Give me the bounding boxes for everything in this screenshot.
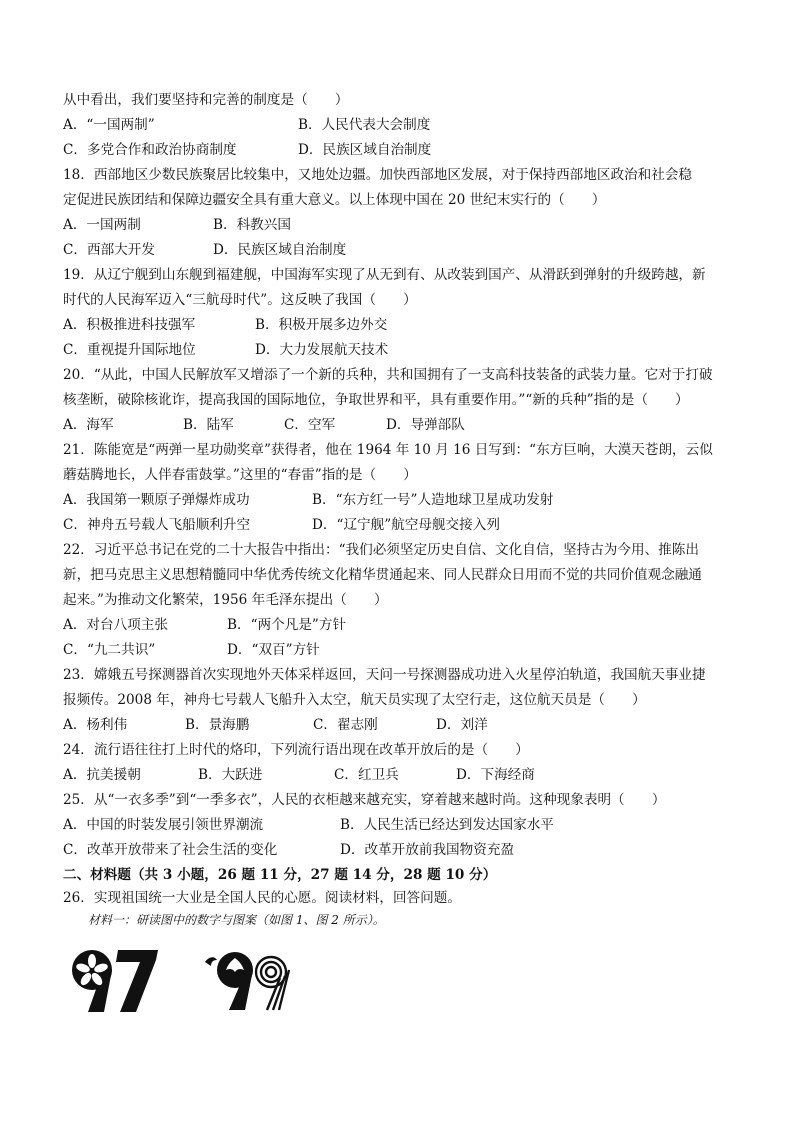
q19-option-d: D．大力发展航天技术 <box>255 342 389 358</box>
q23-line-2: 报频传。2008 年，神舟七号载人飞船升入太空，航天员实现了太空行走，这位航天员是（ ） <box>63 692 646 708</box>
q26-material-1: 材料一：研读图中的数字与图案（如图 1、图 2 所示）。 <box>88 913 385 927</box>
q17-option-a: A．“一国两制” <box>63 117 155 133</box>
q18-option-c: C．西部大开发 <box>63 242 155 258</box>
q20-option-a: A．海军 <box>63 417 114 433</box>
q23-option-c: C．翟志刚 <box>313 717 378 733</box>
q20-line-2: 核垄断，破除核讹诈，提高我国的国际地位，争取世界和平，具有重要作用。”“新的兵种”指的是（ ） <box>63 392 689 408</box>
q17-option-b: B．人民代表大会制度 <box>298 117 431 133</box>
q25-option-c: C．改革开放带来了社会生活的变化 <box>63 842 278 858</box>
q20-option-d: D．导弹部队 <box>386 417 465 433</box>
q19-option-a: A．积极推进科技强军 <box>63 317 196 333</box>
q26-line-1: 26．实现祖国统一大业是全国人民的心愿。阅读材料，回答问题。 <box>63 890 461 906</box>
q20-option-b: B．陆军 <box>183 417 234 433</box>
q24-option-d: D．下海经商 <box>456 767 535 783</box>
q19-line-2: 时代的人民海军迈入“三航母时代”。这反映了我国（ ） <box>63 292 417 308</box>
q22-option-d: D．“双百”方针 <box>227 642 320 658</box>
q22-line-1: 22．习近平总书记在党的二十大报告中指出：“我们必须坚定历史自信、文化自信，坚持古为今用、推陈出 <box>63 542 699 558</box>
q21-option-d: D．“辽宁舰”航空母舰交接入列 <box>312 517 500 533</box>
q22-line-2: 新，把马克思主义思想精髓同中华优秀传统文化精华贯通起来、同人民群众日用而不觉的共同价值观念融通 <box>63 567 702 583</box>
macau-99-logo <box>203 948 293 1014</box>
q24-option-c: C．红卫兵 <box>334 767 399 783</box>
q18-line-1: 18．西部地区少数民族聚居比较集中，又地处边疆。加快西部地区发展，对于保持西部地区政治和社会稳 <box>63 167 693 183</box>
q19-line-1: 19．从辽宁舰到山东舰到福建舰，中国海军实现了从无到有、从改装到国产、从滑跃到弹射的升级跨越，新 <box>63 267 706 283</box>
q25-line-1: 25．从“一衣多季”到“一季多衣”，人民的衣柜越来越充实，穿着越来越时尚。这种现象表明（ ） <box>63 792 666 808</box>
q24-line-1: 24．流行语往往打上时代的烙印，下列流行语出现在改革开放后的是（ ） <box>63 742 529 758</box>
q17-stem: 从中看出，我们要坚持和完善的制度是（ ） <box>63 92 349 108</box>
q24-option-a: A．抗美援朝 <box>63 767 141 783</box>
q18-option-a: A．一国两制 <box>63 217 141 233</box>
q21-line-2: 蘑菇腾地长，人伴春雷鼓掌。”这里的“春雷”指的是（ ） <box>63 467 417 483</box>
q21-option-a: A．我国第一颗原子弹爆炸成功 <box>63 492 250 508</box>
q22-option-c: C．“九二共识” <box>63 642 156 658</box>
q20-option-c: C．空军 <box>284 417 336 433</box>
q22-option-a: A．对台八项主张 <box>63 617 168 633</box>
q21-option-b: B．“东方红一号”人造地球卫星成功发射 <box>312 492 554 508</box>
hong-kong-97-logo <box>70 948 160 1014</box>
q24-option-b: B．大跃进 <box>198 767 263 783</box>
q25-option-d: D．改革开放前我国物资充盈 <box>340 842 515 858</box>
q17-option-d: D．民族区域自治制度 <box>298 142 432 158</box>
q18-option-d: D．民族区域自治制度 <box>213 242 347 258</box>
q18-option-b: B．科教兴国 <box>213 217 291 233</box>
q22-line-3: 起来。”为推动文化繁荣，1956 年毛泽东提出（ ） <box>63 592 388 608</box>
q19-option-b: B．积极开展多边外交 <box>255 317 388 333</box>
q23-option-a: A．杨利伟 <box>63 717 128 733</box>
q25-option-a: A．中国的时装发展引领世界潮流 <box>63 817 264 833</box>
section-heading: 二、材料题（共 3 小题，26 题 11 分，27 题 14 分，28 题 10 分） <box>63 867 497 883</box>
q17-option-c: C．多党合作和政治协商制度 <box>63 142 237 158</box>
q20-line-1: 20．“从此，中国人民解放军又增添了一个新的兵种，共和国拥有了一支高科技装备的武装力量。它对于打破 <box>63 367 713 383</box>
q21-line-1: 21．陈能宽是“两弹一星功勋奖章”获得者，他在 1964 年 10 月 16 日写到：“东方巨响，大漠天苍朗，云似 <box>63 442 713 458</box>
q23-option-d: D．刘洋 <box>436 717 488 733</box>
q23-line-1: 23．嫦娥五号探测器首次实现地外天体采样返回，天问一号探测器成功进入火星停泊轨道，我国航天事业捷 <box>63 667 706 683</box>
q21-option-c: C．神舟五号载人飞船顺利升空 <box>63 517 251 533</box>
q25-option-b: B．人民生活已经达到发达国家水平 <box>340 817 554 833</box>
q18-line-2: 定促进民族团结和保障边疆安全具有重大意义。以上体现中国在 20 世纪末实行的（ ） <box>63 192 606 208</box>
q19-option-c: C．重视提升国际地位 <box>63 342 196 358</box>
q22-option-b: B．“两个凡是”方针 <box>227 617 347 633</box>
q23-option-b: B．景海鹏 <box>185 717 250 733</box>
